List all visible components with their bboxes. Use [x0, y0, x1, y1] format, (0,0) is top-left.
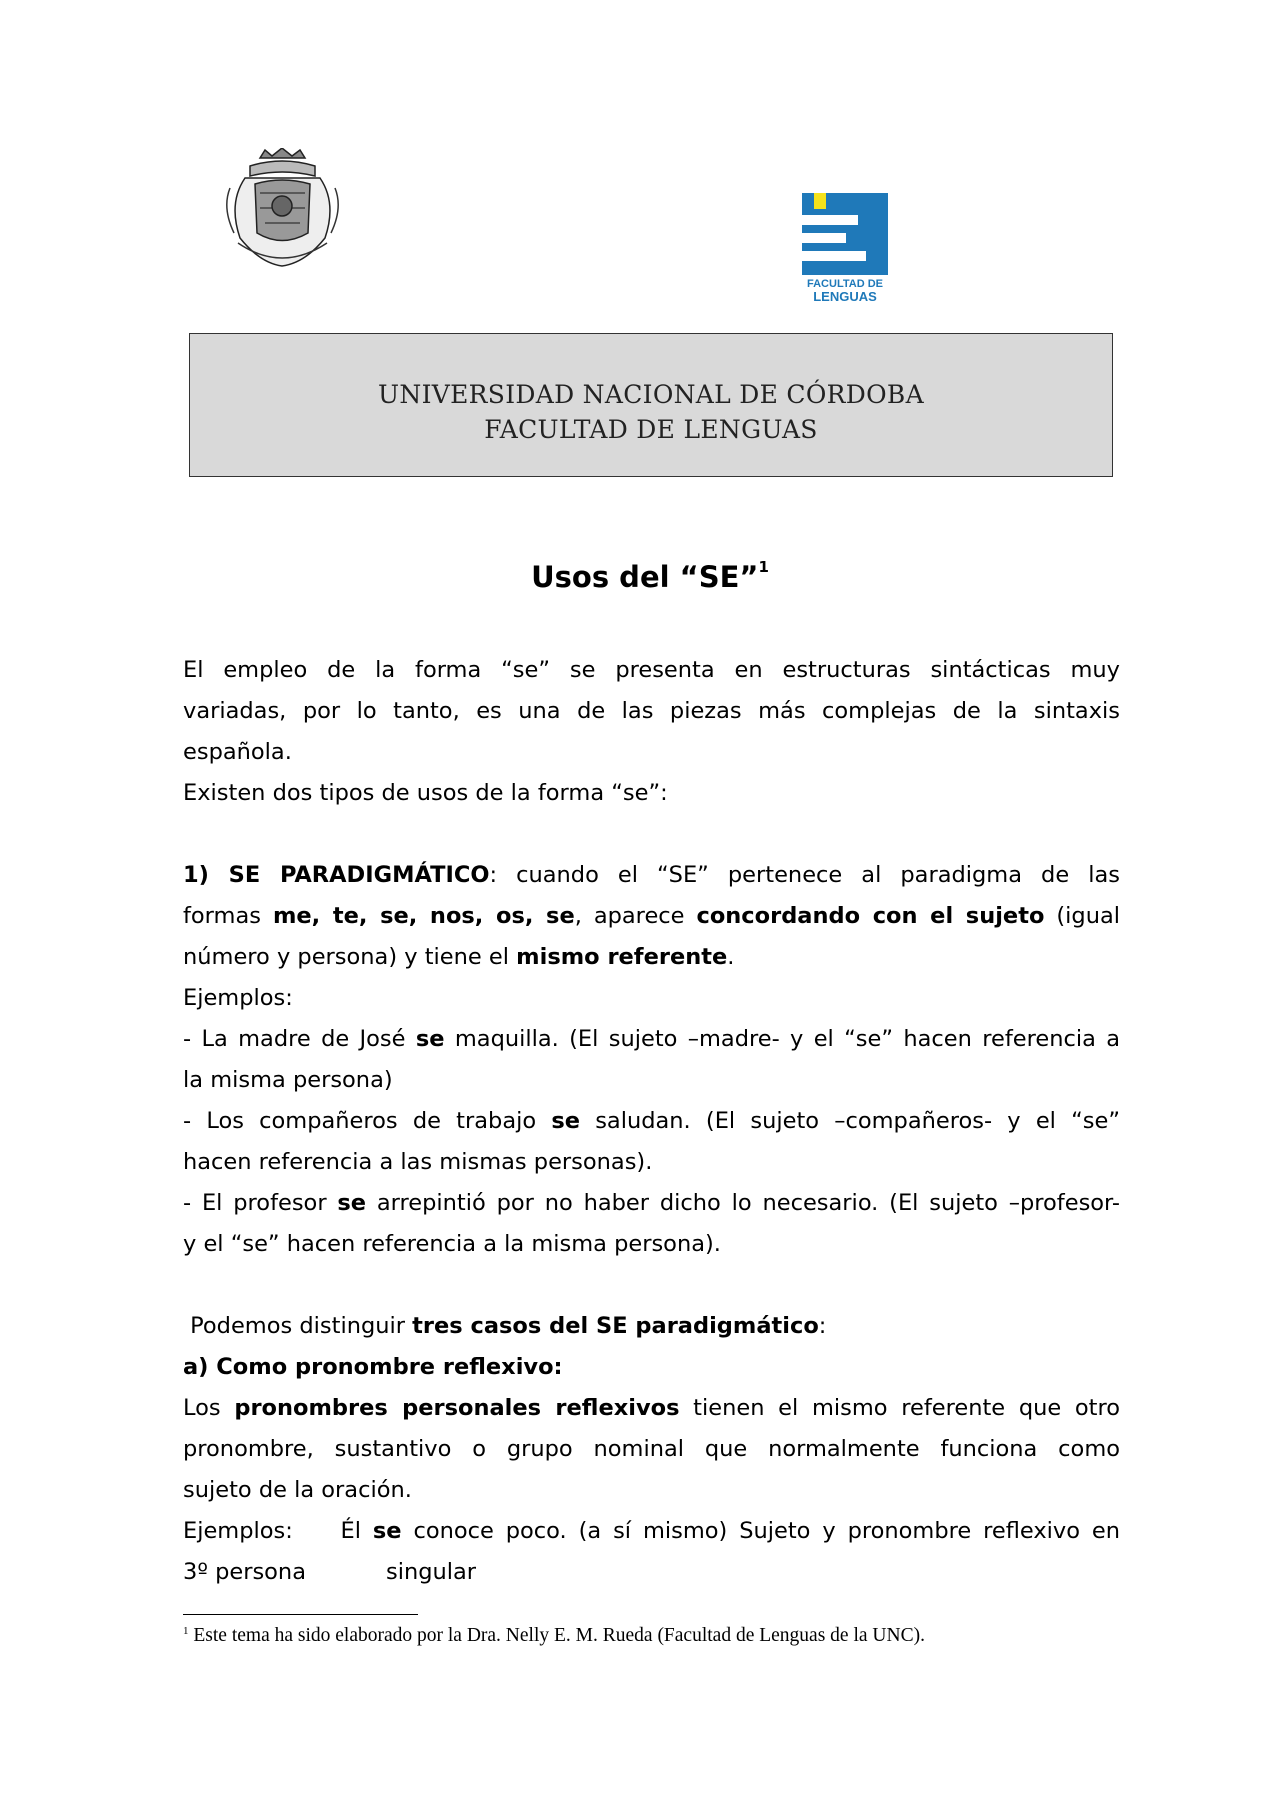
svg-text:LENGUAS: LENGUAS	[813, 289, 877, 303]
institution-header-box	[189, 333, 1113, 477]
case-a-example-line-1: Ejemplos: Él se conoce poco. (a sí mismo) Sujeto y pronombre reflexivo en	[183, 1518, 1121, 1544]
case-a-line-3: sujeto de la oración.	[183, 1477, 412, 1503]
section1-line-1: 1) SE PARADIGMÁTICO: cuando el “SE” pertenece al paradigma de las	[183, 862, 1120, 888]
facultad-de-lenguas-logo	[802, 193, 888, 303]
case-a-line-2: pronombre, sustantivo o grupo nominal que normalmente funciona como	[183, 1436, 1120, 1462]
unc-seal-logo	[220, 148, 345, 268]
footnote-separator	[183, 1614, 418, 1615]
case-a-heading: a) Como pronombre reflexivo:	[183, 1354, 563, 1380]
footnote-ref: 1	[758, 558, 769, 576]
intro-line-3: española.	[183, 739, 292, 765]
footnote: $^1$ Este tema ha sido elaborado por la Dra. Nelly E. M. Rueda (Facultad de Lenguas de la UNC).	[183, 1625, 925, 1646]
section1-line-3: número y persona) y tiene el mismo referente.	[183, 944, 735, 970]
case-a-line-1: Los pronombres personales reflexivos tienen el mismo referente que otro	[183, 1395, 1121, 1421]
example-1-line-1: - La madre de José se maquilla. (El sujeto –madre- y el “se” hacen referencia a	[183, 1026, 1120, 1052]
example-3-line-2: y el “se” hacen referencia a la misma persona).	[183, 1231, 721, 1257]
example-3-line-1: - El profesor se arrepintió por no haber dicho lo necesario. (El sujeto –profesor-	[183, 1190, 1120, 1216]
faculty-name: FACULTAD DE LENGUAS	[484, 415, 818, 444]
example-1-line-2: la misma persona)	[183, 1067, 393, 1093]
intro-line-2: variadas, por lo tanto, es una de las piezas más complejas de la sintaxis	[183, 698, 1120, 724]
cases-intro: Podemos distinguir tres casos del SE paradigmático:	[183, 1313, 827, 1339]
examples-label: Ejemplos:	[183, 985, 293, 1011]
section1-line-2: formas me, te, se, nos, os, se, aparece concordando con el sujeto (igual	[183, 903, 1120, 929]
document-title: Usos del “SE”$^1$	[531, 558, 769, 594]
svg-text:FACULTAD DE: FACULTAD DE	[807, 278, 883, 290]
intro-line-4: Existen dos tipos de usos de la forma “se”:	[183, 780, 668, 806]
case-a-example-line-2: 3º persona singular	[183, 1559, 477, 1585]
university-name: UNIVERSIDAD NACIONAL DE CÓRDOBA	[378, 380, 924, 409]
example-2-line-2: hacen referencia a las mismas personas).	[183, 1149, 653, 1175]
intro-line-1: El empleo de la forma “se” se presenta en estructuras sintácticas muy	[183, 657, 1120, 683]
example-2-line-1: - Los compañeros de trabajo se saludan. (El sujeto –compañeros- y el “se”	[183, 1108, 1120, 1134]
